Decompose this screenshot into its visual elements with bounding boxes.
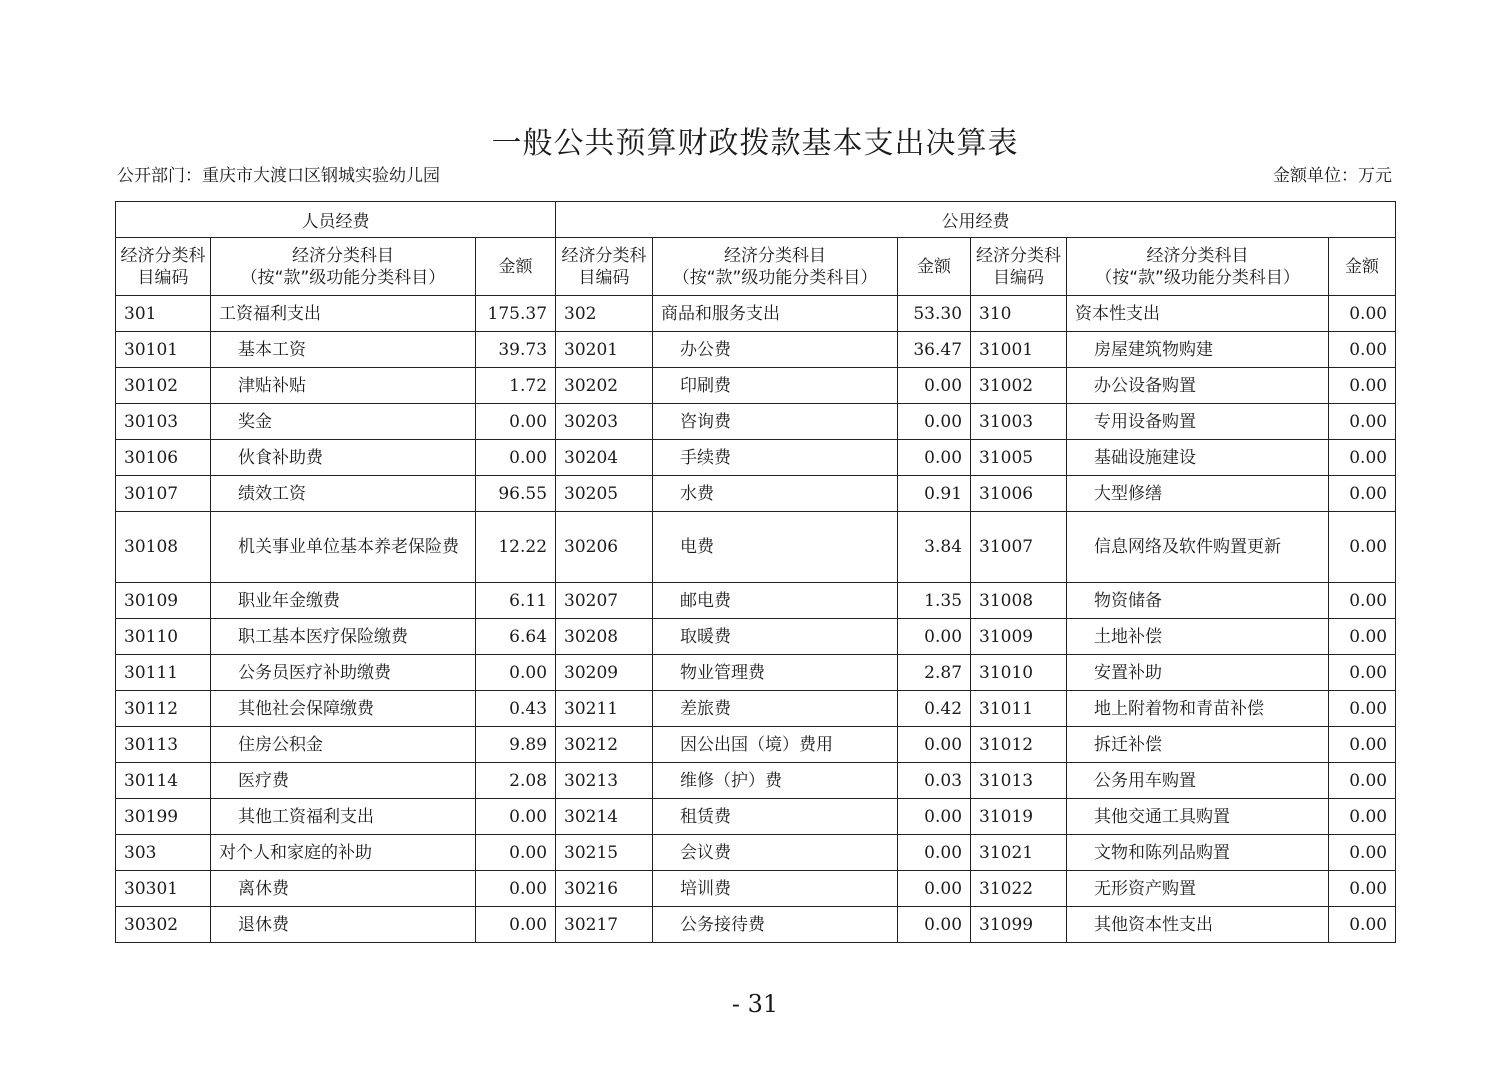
amount-cell: 1.72 bbox=[476, 368, 556, 404]
name-cell: 公务接待费 bbox=[653, 907, 898, 943]
amount-cell: 0.00 bbox=[1329, 907, 1396, 943]
code-cell: 301 bbox=[116, 296, 211, 332]
page-number: - 31 bbox=[731, 990, 779, 1018]
name-cell: 绩效工资 bbox=[211, 476, 476, 512]
code-cell: 31011 bbox=[971, 691, 1067, 727]
code-cell: 30113 bbox=[116, 727, 211, 763]
name-cell: 伙食补助费 bbox=[211, 440, 476, 476]
amount-cell: 0.00 bbox=[1329, 655, 1396, 691]
code-cell: 30204 bbox=[556, 440, 653, 476]
page-title: 一般公共预算财政拨款基本支出决算表 bbox=[491, 126, 1019, 161]
amount-cell: 0.00 bbox=[1329, 583, 1396, 619]
amount-cell: 0.00 bbox=[1329, 512, 1396, 583]
code-cell: 30203 bbox=[556, 404, 653, 440]
table-row bbox=[116, 619, 1396, 655]
name-cell: 离休费 bbox=[211, 871, 476, 907]
name-cell: 无形资产购置 bbox=[1067, 871, 1329, 907]
table-row bbox=[116, 763, 1396, 799]
name-header: 经济分类科目 （按“款”级功能分类科目） bbox=[211, 238, 476, 296]
code-cell: 31013 bbox=[971, 763, 1067, 799]
code-cell: 30199 bbox=[116, 799, 211, 835]
group-personnel-header: 人员经费 bbox=[116, 202, 556, 238]
column-header-row bbox=[116, 238, 1396, 296]
name-cell: 其他交通工具购置 bbox=[1067, 799, 1329, 835]
amount-cell: 3.84 bbox=[898, 512, 971, 583]
code-cell: 30201 bbox=[556, 332, 653, 368]
name-header: 经济分类科目 （按“款”级功能分类科目） bbox=[653, 238, 898, 296]
amount-cell: 6.64 bbox=[476, 619, 556, 655]
code-cell: 31002 bbox=[971, 368, 1067, 404]
amount-cell: 0.00 bbox=[898, 907, 971, 943]
name-cell: 津贴补贴 bbox=[211, 368, 476, 404]
amount-cell: 0.00 bbox=[1329, 799, 1396, 835]
amount-header: 金额 bbox=[476, 238, 556, 296]
name-cell: 大型修缮 bbox=[1067, 476, 1329, 512]
code-cell: 31099 bbox=[971, 907, 1067, 943]
name-cell: 维修（护）费 bbox=[653, 763, 898, 799]
table-row bbox=[116, 871, 1396, 907]
amount-header: 金额 bbox=[898, 238, 971, 296]
table-row bbox=[116, 368, 1396, 404]
amount-cell: 6.11 bbox=[476, 583, 556, 619]
table-row bbox=[116, 655, 1396, 691]
code-cell: 31012 bbox=[971, 727, 1067, 763]
amount-cell: 0.00 bbox=[898, 799, 971, 835]
name-cell: 房屋建筑物购建 bbox=[1067, 332, 1329, 368]
table-row bbox=[116, 404, 1396, 440]
name-cell: 信息网络及软件购置更新 bbox=[1067, 512, 1329, 583]
name-cell: 差旅费 bbox=[653, 691, 898, 727]
name-cell: 办公设备购置 bbox=[1067, 368, 1329, 404]
name-cell: 机关事业单位基本养老保险费 bbox=[211, 512, 476, 583]
amount-cell: 12.22 bbox=[476, 512, 556, 583]
code-cell: 31010 bbox=[971, 655, 1067, 691]
code-header: 经济分类科目编码 bbox=[556, 238, 653, 296]
amount-cell: 0.00 bbox=[898, 404, 971, 440]
name-cell: 会议费 bbox=[653, 835, 898, 871]
code-cell: 30217 bbox=[556, 907, 653, 943]
amount-cell: 0.00 bbox=[1329, 727, 1396, 763]
amount-cell: 2.87 bbox=[898, 655, 971, 691]
name-cell: 物资储备 bbox=[1067, 583, 1329, 619]
amount-cell: 0.00 bbox=[1329, 332, 1396, 368]
table-row bbox=[116, 691, 1396, 727]
name-cell: 文物和陈列品购置 bbox=[1067, 835, 1329, 871]
name-cell: 公务员医疗补助缴费 bbox=[211, 655, 476, 691]
amount-cell: 9.89 bbox=[476, 727, 556, 763]
table-row bbox=[116, 296, 1396, 332]
amount-cell: 0.00 bbox=[1329, 619, 1396, 655]
code-cell: 30205 bbox=[556, 476, 653, 512]
name-cell: 奖金 bbox=[211, 404, 476, 440]
amount-cell: 175.37 bbox=[476, 296, 556, 332]
name-cell: 拆迁补偿 bbox=[1067, 727, 1329, 763]
name-cell: 土地补偿 bbox=[1067, 619, 1329, 655]
name-cell: 基础设施建设 bbox=[1067, 440, 1329, 476]
code-cell: 30206 bbox=[556, 512, 653, 583]
amount-cell: 0.00 bbox=[1329, 763, 1396, 799]
name-cell: 退休费 bbox=[211, 907, 476, 943]
name-cell: 专用设备购置 bbox=[1067, 404, 1329, 440]
code-cell: 31019 bbox=[971, 799, 1067, 835]
name-header: 经济分类科目 （按“款”级功能分类科目） bbox=[1067, 238, 1329, 296]
table-row bbox=[116, 835, 1396, 871]
code-cell: 30302 bbox=[116, 907, 211, 943]
code-cell: 30209 bbox=[556, 655, 653, 691]
code-cell: 30106 bbox=[116, 440, 211, 476]
code-cell: 30213 bbox=[556, 763, 653, 799]
name-cell: 其他社会保障缴费 bbox=[211, 691, 476, 727]
name-cell: 水费 bbox=[653, 476, 898, 512]
name-cell: 电费 bbox=[653, 512, 898, 583]
name-cell: 取暖费 bbox=[653, 619, 898, 655]
code-cell: 30216 bbox=[556, 871, 653, 907]
amount-cell: 0.42 bbox=[898, 691, 971, 727]
code-cell: 30112 bbox=[116, 691, 211, 727]
code-cell: 30215 bbox=[556, 835, 653, 871]
code-cell: 30110 bbox=[116, 619, 211, 655]
name-cell: 培训费 bbox=[653, 871, 898, 907]
amount-cell: 0.00 bbox=[476, 871, 556, 907]
code-cell: 30202 bbox=[556, 368, 653, 404]
name-cell: 公务用车购置 bbox=[1067, 763, 1329, 799]
group-header-row bbox=[116, 202, 1396, 238]
table-row bbox=[116, 799, 1396, 835]
name-cell: 其他工资福利支出 bbox=[211, 799, 476, 835]
code-cell: 31006 bbox=[971, 476, 1067, 512]
amount-cell: 96.55 bbox=[476, 476, 556, 512]
amount-cell: 0.00 bbox=[898, 368, 971, 404]
amount-cell: 0.00 bbox=[1329, 871, 1396, 907]
code-cell: 30212 bbox=[556, 727, 653, 763]
department-label: 公开部门：重庆市大渡口区钢城实验幼儿园 bbox=[117, 166, 440, 186]
code-cell: 303 bbox=[116, 835, 211, 871]
code-header: 经济分类科目编码 bbox=[971, 238, 1067, 296]
code-cell: 30103 bbox=[116, 404, 211, 440]
code-cell: 31003 bbox=[971, 404, 1067, 440]
name-cell: 印刷费 bbox=[653, 368, 898, 404]
unit-label: 金额单位：万元 bbox=[1273, 166, 1392, 186]
group-public-header: 公用经费 bbox=[556, 202, 1396, 238]
code-cell: 30109 bbox=[116, 583, 211, 619]
amount-cell: 0.00 bbox=[1329, 440, 1396, 476]
name-cell: 咨询费 bbox=[653, 404, 898, 440]
amount-cell: 0.00 bbox=[1329, 835, 1396, 871]
amount-cell: 0.00 bbox=[898, 619, 971, 655]
amount-cell: 0.00 bbox=[1329, 368, 1396, 404]
code-cell: 310 bbox=[971, 296, 1067, 332]
amount-header: 金额 bbox=[1329, 238, 1396, 296]
amount-cell: 0.43 bbox=[476, 691, 556, 727]
amount-cell: 0.03 bbox=[898, 763, 971, 799]
amount-cell: 0.00 bbox=[476, 404, 556, 440]
amount-cell: 0.00 bbox=[1329, 296, 1396, 332]
name-cell: 邮电费 bbox=[653, 583, 898, 619]
amount-cell: 53.30 bbox=[898, 296, 971, 332]
code-cell: 31021 bbox=[971, 835, 1067, 871]
name-cell: 住房公积金 bbox=[211, 727, 476, 763]
table-row bbox=[116, 440, 1396, 476]
amount-cell: 0.00 bbox=[898, 727, 971, 763]
amount-cell: 0.00 bbox=[1329, 404, 1396, 440]
amount-cell: 0.00 bbox=[476, 799, 556, 835]
code-cell: 302 bbox=[556, 296, 653, 332]
code-cell: 30114 bbox=[116, 763, 211, 799]
code-cell: 30211 bbox=[556, 691, 653, 727]
amount-cell: 0.00 bbox=[1329, 476, 1396, 512]
amount-cell: 36.47 bbox=[898, 332, 971, 368]
code-cell: 31005 bbox=[971, 440, 1067, 476]
code-cell: 30111 bbox=[116, 655, 211, 691]
name-cell: 手续费 bbox=[653, 440, 898, 476]
code-cell: 31007 bbox=[971, 512, 1067, 583]
amount-cell: 0.00 bbox=[476, 440, 556, 476]
table-row bbox=[116, 907, 1396, 943]
amount-cell: 0.00 bbox=[476, 907, 556, 943]
code-cell: 30108 bbox=[116, 512, 211, 583]
code-cell: 31001 bbox=[971, 332, 1067, 368]
name-cell: 商品和服务支出 bbox=[653, 296, 898, 332]
name-cell: 因公出国（境）费用 bbox=[653, 727, 898, 763]
amount-cell: 0.91 bbox=[898, 476, 971, 512]
table-row bbox=[116, 476, 1396, 512]
table-row bbox=[116, 727, 1396, 763]
name-cell: 物业管理费 bbox=[653, 655, 898, 691]
amount-cell: 0.00 bbox=[898, 835, 971, 871]
code-cell: 30207 bbox=[556, 583, 653, 619]
name-cell: 地上附着物和青苗补偿 bbox=[1067, 691, 1329, 727]
amount-cell: 39.73 bbox=[476, 332, 556, 368]
table-row bbox=[116, 583, 1396, 619]
amount-cell: 0.00 bbox=[898, 440, 971, 476]
name-cell: 对个人和家庭的补助 bbox=[211, 835, 476, 871]
name-cell: 职业年金缴费 bbox=[211, 583, 476, 619]
table-row bbox=[116, 332, 1396, 368]
name-cell: 基本工资 bbox=[211, 332, 476, 368]
name-cell: 工资福利支出 bbox=[211, 296, 476, 332]
name-cell: 安置补助 bbox=[1067, 655, 1329, 691]
name-cell: 资本性支出 bbox=[1067, 296, 1329, 332]
expenditure-table bbox=[115, 201, 1396, 943]
code-cell: 31009 bbox=[971, 619, 1067, 655]
amount-cell: 1.35 bbox=[898, 583, 971, 619]
name-cell: 其他资本性支出 bbox=[1067, 907, 1329, 943]
code-cell: 30214 bbox=[556, 799, 653, 835]
code-cell: 30101 bbox=[116, 332, 211, 368]
name-cell: 租赁费 bbox=[653, 799, 898, 835]
code-header: 经济分类科目编码 bbox=[116, 238, 211, 296]
name-cell: 办公费 bbox=[653, 332, 898, 368]
code-cell: 31022 bbox=[971, 871, 1067, 907]
amount-cell: 2.08 bbox=[476, 763, 556, 799]
code-cell: 30107 bbox=[116, 476, 211, 512]
code-cell: 31008 bbox=[971, 583, 1067, 619]
amount-cell: 0.00 bbox=[476, 655, 556, 691]
code-cell: 30301 bbox=[116, 871, 211, 907]
amount-cell: 0.00 bbox=[476, 835, 556, 871]
code-cell: 30102 bbox=[116, 368, 211, 404]
code-cell: 30208 bbox=[556, 619, 653, 655]
name-cell: 职工基本医疗保险缴费 bbox=[211, 619, 476, 655]
amount-cell: 0.00 bbox=[898, 871, 971, 907]
table-row bbox=[116, 512, 1396, 583]
amount-cell: 0.00 bbox=[1329, 691, 1396, 727]
name-cell: 医疗费 bbox=[211, 763, 476, 799]
